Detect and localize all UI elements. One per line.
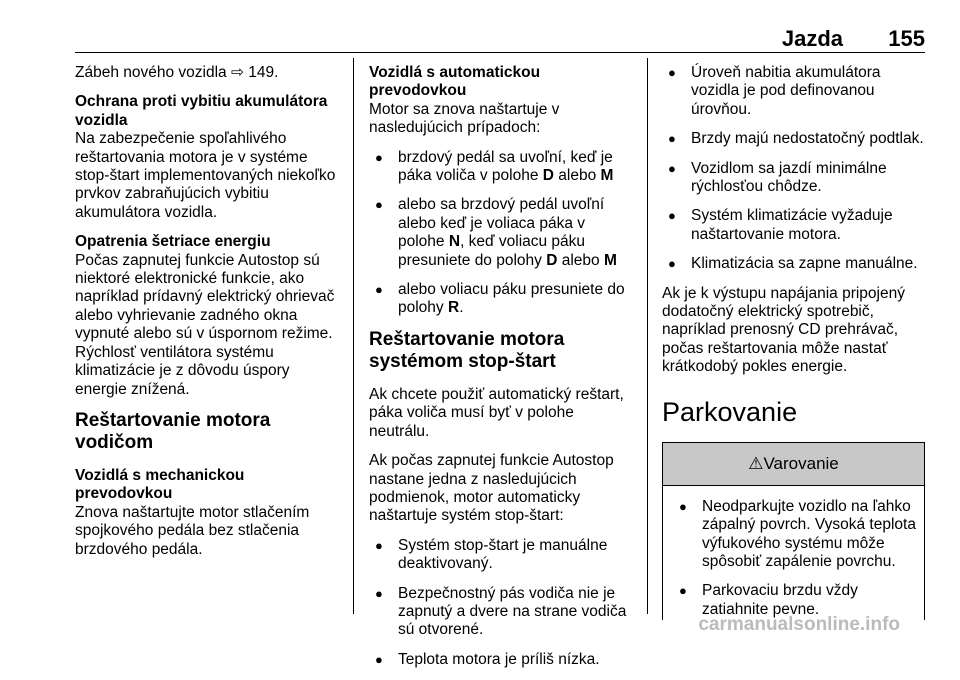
section-title: Jazda <box>781 26 843 51</box>
warning-triangle-icon: ⚠ <box>748 453 764 473</box>
manual-gearbox-text: Znova naštartujte motor stlačením spojkového pedála bez stlačenia brzdového pedála. <box>75 503 310 558</box>
list-item: ● Vozidlom sa jazdí minimálne rýchlosťou chôdze. <box>662 160 925 197</box>
column-2 <box>369 64 635 680</box>
watermark: carmanualsonline.info <box>698 614 900 635</box>
list-item: ● Teplota motora je príliš nízka. <box>369 651 635 669</box>
breakin-reference: Zábeh nového vozidla ⇨ 149. <box>75 64 341 82</box>
parking-heading: Parkovanie <box>662 396 798 427</box>
column-divider <box>353 58 354 614</box>
column-3 <box>662 64 925 620</box>
warning-body <box>663 486 924 619</box>
list-item: ● brzdový pedál sa uvoľní, keď je páka voliča v polohe D alebo M <box>369 149 635 186</box>
column-divider <box>647 58 648 614</box>
automatic-gearbox-text: Motor sa znova naštartuje v nasledujúcich prípadoch: <box>369 100 560 137</box>
page-number: 155 <box>888 26 925 51</box>
energy-heading: Opatrenia šetriace energiu <box>75 233 271 251</box>
system-restart-heading: Reštartovanie motora systémom stop-štart <box>369 328 565 372</box>
list-item: ● alebo voliacu páku presuniete do polohy R. <box>369 281 635 318</box>
device-text: Ak je k výstupu napájania pripojený dodatočný elektrický spotrebič, napríklad prenosný CD prehrávač, počas reštartovania môže nastať krátkodobý pokles energie. <box>662 284 905 376</box>
restart-conditions-list <box>369 149 635 318</box>
list-item: ● Systém klimatizácie vyžaduje naštartovanie motora. <box>662 207 925 244</box>
warning-list <box>673 498 916 619</box>
automatic-gearbox-heading: Vozidlá s automatickou prevodovkou <box>369 64 541 100</box>
page-reference-link[interactable]: 149. <box>243 64 279 81</box>
driver-restart-heading: Reštartovanie motora vodičom <box>75 409 271 453</box>
list-item: ● alebo sa brzdový pedál uvoľní alebo keď je voliaca páka v polohe N, keď voliacu páku presuniete do polohy D alebo M <box>369 196 635 270</box>
list-item: ● Systém stop-štart je manuálne deaktivovaný. <box>369 537 635 574</box>
list-item: ● Neodparkujte vozidlo na ľahko zápalný povrch. Vysoká teplota výfukového systému môže spôsobiť zapálenie povrchu. <box>673 498 916 572</box>
list-item: ● Klimatizácia sa zapne manuálne. <box>662 255 925 273</box>
list-item: ● Brzdy majú nedostatočný podtlak. <box>662 130 925 148</box>
autostart-conditions-list-cont <box>662 64 925 274</box>
column-1 <box>75 64 341 570</box>
list-item: ● Úroveň nabitia akumulátora vozidla je pod definovanou úrovňou. <box>662 64 925 119</box>
battery-heading: Ochrana proti vybitiu akumulátora vozidla <box>75 93 328 129</box>
manual-gearbox-heading: Vozidlá s mechanickou prevodovkou <box>75 466 245 503</box>
page-header <box>75 0 925 53</box>
energy-text: Počas zapnutej funkcie Autostop sú niektoré elektronické funkcie, ako napríklad prídavný elektrický ohrievač alebo vyhrievanie zadného okna vypnuté alebo sú v úspornom režime. Rýchlosť ventilátora systému klimatizácie je z dôvodu úspory energie znížená. <box>75 251 335 398</box>
page-reference-arrow-icon <box>231 64 244 81</box>
warning-header <box>663 443 924 486</box>
warning-box <box>662 442 925 620</box>
system-restart-text-1: Ak chcete použiť automatický reštart, páka voliča musí byť v polohe neutrálu. <box>369 385 624 440</box>
warning-title: Varovanie <box>763 453 839 473</box>
autostart-conditions-list <box>369 537 635 669</box>
battery-text: Na zabezpečenie spoľahlivého reštartovania motora je v systéme stop-štart implementovaných niekoľko prvkov zabraňujúcich vybitiu akumulátora vozidla. <box>75 130 336 221</box>
system-restart-text-2: Ak počas zapnutej funkcie Autostop nastane jedna z nasledujúcich podmienok, motor automaticky naštartuje systém stop-štart: <box>369 452 614 525</box>
list-item: ● Parkovaciu brzdu vždy zatiahnite pevne. <box>673 582 916 619</box>
list-item: ● Bezpečnostný pás vodiča nie je zapnutý a dvere na strane vodiča sú otvorené. <box>369 585 635 640</box>
